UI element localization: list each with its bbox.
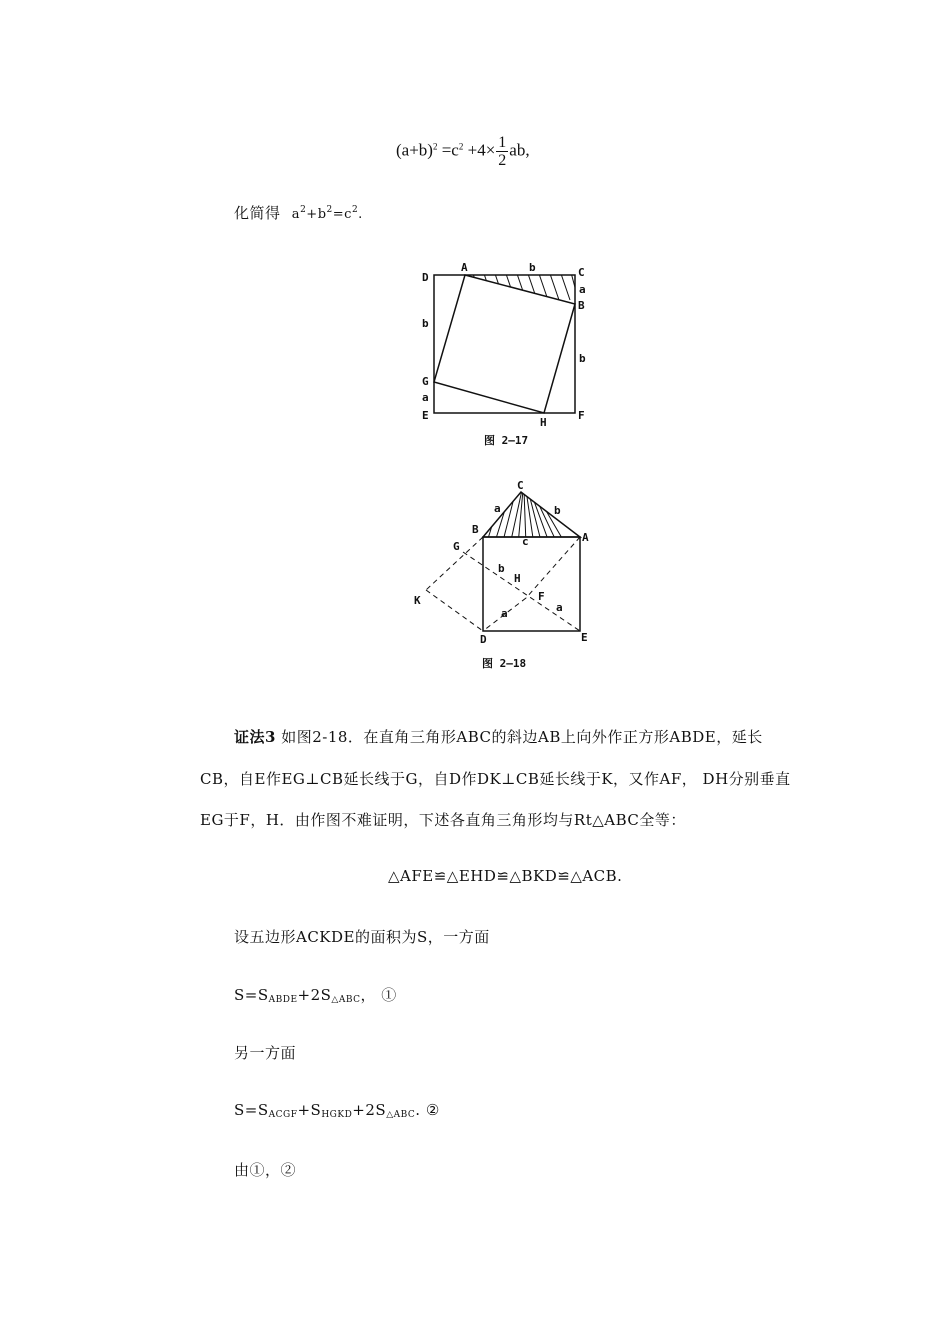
- from-line: 由①，②: [234, 1161, 297, 1179]
- label-18-C: C: [517, 479, 524, 492]
- label-17-F: F: [578, 409, 585, 422]
- equation-top: [396, 134, 530, 169]
- label-18-D: D: [480, 633, 487, 646]
- eq-plus-four: +4×: [467, 140, 496, 160]
- figure-2-18: [408, 476, 598, 676]
- other-side: 另一方面: [234, 1044, 297, 1062]
- eq-tail: ab,: [509, 140, 530, 160]
- label-17-H: H: [540, 416, 547, 429]
- pentagon-intro: 设五边形ACKDE的面积为S，一方面: [234, 928, 490, 946]
- label-17-a-left: a: [422, 391, 429, 404]
- label-18-b-mid: b: [498, 562, 505, 575]
- proof3-line1: [234, 726, 763, 747]
- simplify-prefix: 化简得: [234, 204, 281, 222]
- label-17-b-left: b: [422, 317, 429, 330]
- equation-1: $S=S_{ABDE}+2S_{\triangle ABC}$， ①: [234, 986, 397, 1005]
- label-18-B: B: [472, 523, 479, 536]
- caption-17: 图 2—17: [484, 434, 529, 447]
- proof3-line2: CB，自E作EG⊥CB延长线于G，自D作DK⊥CB延长线于K，又作AF， DH分别垂直: [200, 770, 791, 788]
- label-18-K: K: [414, 594, 421, 607]
- label-17-b-top: b: [529, 261, 536, 274]
- eq-frac-num: 1: [498, 134, 507, 151]
- eq-fraction: [496, 134, 508, 169]
- label-18-F: F: [538, 590, 545, 603]
- label-18-G: G: [453, 540, 460, 553]
- square-abde-18: [483, 537, 580, 631]
- congruence-line: △AFE≌△EHD≌△BKD≌△ACB.: [388, 867, 623, 885]
- label-18-b-top: b: [554, 504, 561, 517]
- proof3-line1-text: 如图2-18．在直角三角形ABC的斜边AB上向外作正方形ABDE，延长: [281, 728, 763, 746]
- figure-2-17: [410, 258, 600, 453]
- label-18-a-top: a: [494, 502, 501, 515]
- proof3-title: 证法3: [234, 728, 276, 746]
- label-18-c: c: [522, 535, 529, 548]
- inner-square-17: [434, 275, 575, 413]
- eq-lhs: (a+b): [396, 140, 433, 160]
- label-17-E: E: [422, 409, 429, 422]
- eq-exp-c: 2: [458, 141, 464, 152]
- label-17-a-right: a: [579, 283, 586, 296]
- simplify-line: [234, 202, 363, 223]
- label-17-b-right: b: [579, 352, 586, 365]
- label-17-G: G: [422, 375, 429, 388]
- label-18-a-right: a: [556, 601, 563, 614]
- label-17-D: D: [422, 271, 429, 284]
- caption-18: 图 2—18: [482, 657, 527, 670]
- label-17-B: B: [578, 299, 585, 312]
- label-17-C: C: [578, 266, 585, 279]
- eq-equals-c: =c: [441, 140, 459, 160]
- hatch-17: [470, 265, 581, 310]
- proof3-line3: EG于F，H．由作图不难证明，下述各直角三角形均与Rt△ABC全等：: [200, 811, 686, 829]
- label-18-H: H: [514, 572, 521, 585]
- outer-square-17: [434, 275, 575, 413]
- equation-2: $S=S_{ACGF}+S_{HGKD}+2S_{\triangle ABC}$. ②: [234, 1101, 440, 1120]
- label-18-A: A: [582, 531, 589, 544]
- simplify-expr: $a^2+b^2=c^2$.: [291, 205, 363, 222]
- label-18-E: E: [581, 631, 588, 644]
- eq-exp: 2: [432, 141, 438, 152]
- label-18-a-mid: a: [501, 607, 508, 620]
- label-17-A: A: [461, 261, 468, 274]
- eq-frac-den: 2: [498, 152, 507, 169]
